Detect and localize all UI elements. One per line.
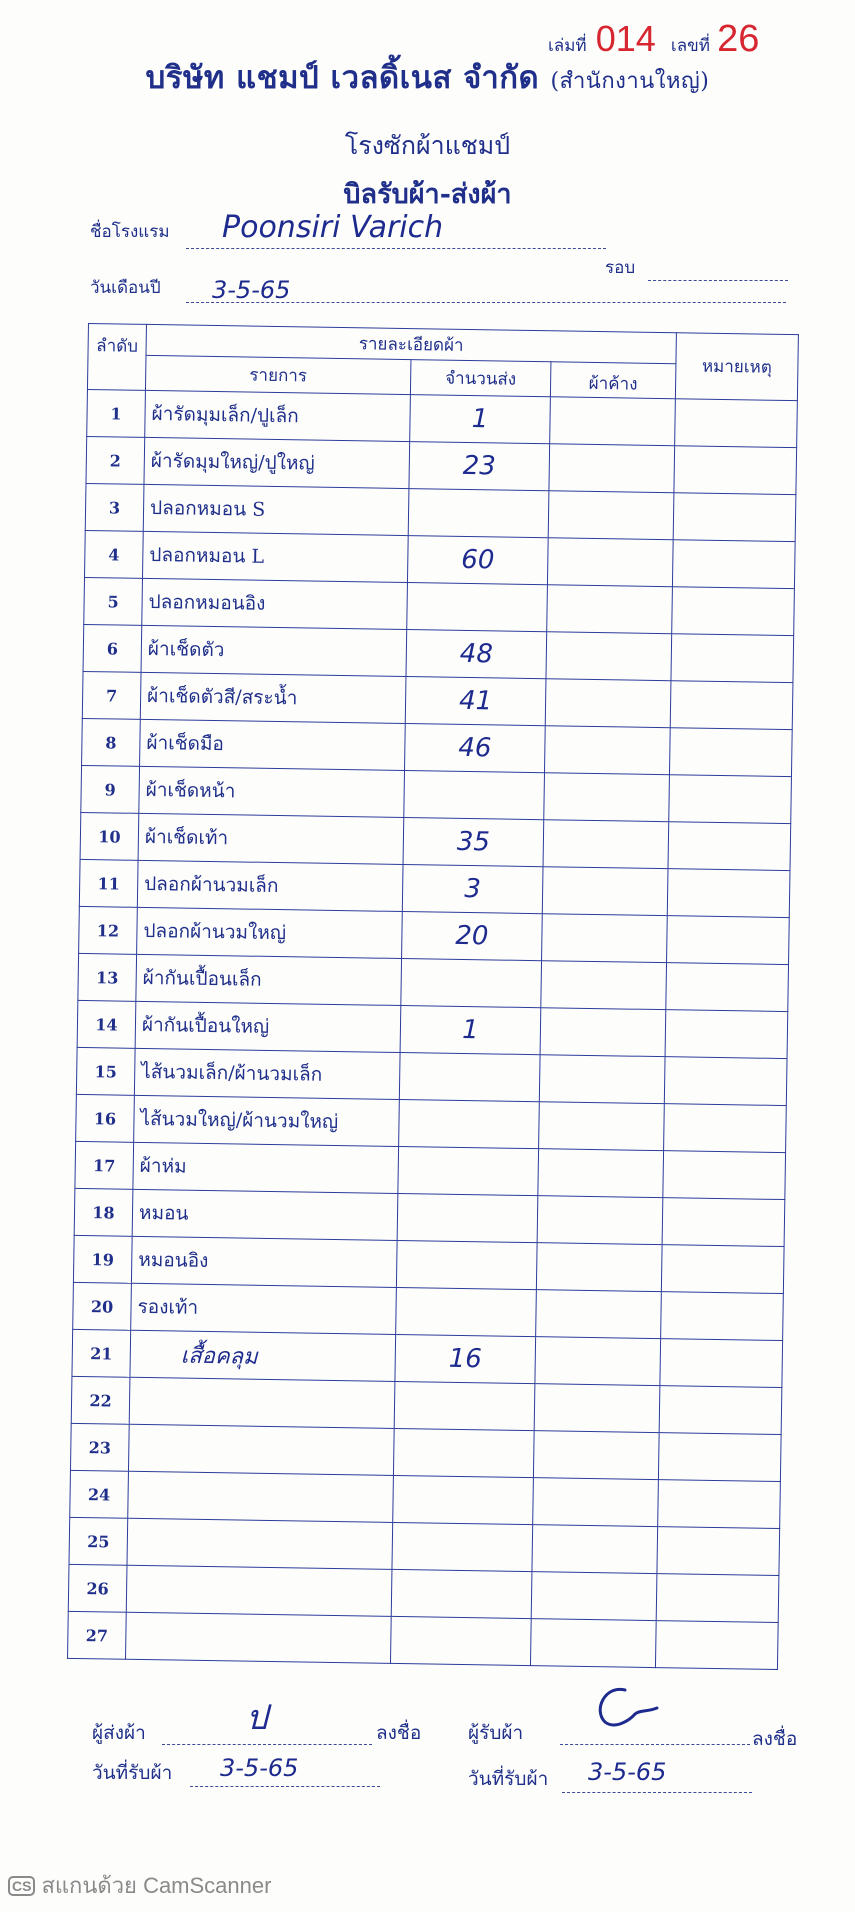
row-sent: 1 — [410, 395, 551, 444]
row-pending — [539, 1102, 665, 1151]
row-number: 27 — [68, 1611, 127, 1659]
row-remark — [667, 916, 790, 965]
row-sent — [390, 1616, 531, 1665]
row-item: ผ้ารัดมุมเล็ก/ปูเล็ก — [145, 390, 411, 441]
row-item: ปลอกผ้านวมใหญ่ — [137, 907, 403, 958]
row-pending — [532, 1525, 658, 1574]
row-item: ปลอกหมอน S — [143, 484, 409, 535]
sender-date-label: วันที่รับผ้า — [92, 1762, 173, 1784]
row-item: ผ้าเช็ดหน้า — [139, 766, 405, 817]
row-item: ผ้ารัดมุมใหญ่/ปูใหญ่ — [144, 437, 410, 488]
row-number: 10 — [80, 812, 139, 860]
row-number: 12 — [79, 906, 138, 954]
row-number: 18 — [74, 1188, 133, 1236]
row-remark — [656, 1574, 779, 1623]
row-pending — [536, 1243, 662, 1292]
row-remark — [669, 728, 792, 777]
company-title: บริษัท แชมป์ เวลดิ้เนส จำกัด — [145, 60, 540, 96]
row-pending — [538, 1149, 664, 1198]
row-pending — [534, 1384, 660, 1433]
row-remark — [664, 1057, 787, 1106]
book-no: 014 — [595, 18, 656, 59]
row-item: ผ้าเช็ดตัว — [141, 625, 407, 676]
row-pending — [542, 867, 668, 916]
receiver-date: 3-5-65 — [588, 1758, 667, 1786]
number-no: 26 — [717, 18, 760, 60]
row-sent: 46 — [405, 724, 546, 773]
hotel-line — [186, 248, 606, 249]
row-remark — [663, 1151, 786, 1200]
sender-label: ผู้ส่งผ้า — [92, 1722, 146, 1744]
row-pending — [537, 1196, 663, 1245]
row-pending — [540, 1008, 666, 1057]
row-remark — [674, 446, 797, 495]
row-pending — [531, 1572, 657, 1621]
laundry-table — [67, 323, 799, 1670]
row-pending — [547, 538, 673, 587]
row-remark — [665, 1010, 788, 1059]
row-number: 11 — [79, 859, 138, 907]
row-item: ผ้ากันเปื้อนเล็ก — [136, 954, 402, 1005]
company-note: (สำนักงานใหญ่) — [550, 69, 710, 94]
row-remark — [661, 1292, 784, 1341]
col-sent-header: จำนวนส่ง — [410, 360, 551, 397]
col-remark-header: หมายเหตุ — [675, 333, 798, 401]
row-pending — [541, 961, 667, 1010]
col-no-header: ลำดับ — [87, 324, 146, 391]
row-sent: 16 — [395, 1334, 536, 1383]
row-number: 2 — [86, 436, 145, 484]
hotel-value: Poonsiri Varich — [222, 210, 444, 245]
row-item: ปลอกหมอน L — [142, 531, 408, 582]
row-number: 9 — [81, 765, 140, 813]
row-sent — [399, 1099, 540, 1148]
row-sent: 23 — [409, 442, 550, 491]
row-number: 1 — [87, 389, 146, 437]
row-remark — [668, 822, 791, 871]
row-remark — [660, 1339, 783, 1388]
receiver-sign-line — [560, 1744, 750, 1745]
row-remark — [658, 1433, 781, 1482]
row-item — [126, 1612, 392, 1663]
row-sent — [408, 489, 549, 538]
row-number: 4 — [85, 530, 144, 578]
row-item — [128, 1424, 394, 1475]
row-pending — [550, 397, 676, 446]
row-number: 26 — [68, 1564, 127, 1612]
row-remark — [673, 493, 796, 542]
row-remark — [671, 634, 794, 683]
row-item: หมอนอิง — [131, 1236, 397, 1287]
row-pending — [548, 491, 674, 540]
row-item: ปลอกหมอนอิง — [142, 578, 408, 629]
row-pending — [533, 1478, 659, 1527]
row-item: หมอน — [132, 1189, 398, 1240]
row-item: ปลอกผ้านวมเล็ก — [137, 860, 403, 911]
row-remark — [669, 775, 792, 824]
row-sent: 35 — [403, 818, 544, 867]
row-item — [129, 1377, 395, 1428]
row-pending — [533, 1431, 659, 1480]
bill-title: บิลรับผ้า-ส่งผ้า — [343, 179, 512, 210]
row-pending — [539, 1055, 665, 1104]
row-remark — [664, 1104, 787, 1153]
row-sent — [407, 583, 548, 632]
row-item: ผ้าห่ม — [133, 1142, 399, 1193]
row-number: 23 — [70, 1423, 129, 1471]
camscanner-text: สแกนด้วย CamScanner — [41, 1873, 272, 1898]
row-item: ผ้ากันเปื้อนใหญ่ — [135, 1001, 401, 1052]
row-pending — [535, 1337, 661, 1386]
row-item: ผ้าเช็ดเท้า — [138, 813, 404, 864]
row-remark — [661, 1245, 784, 1294]
row-number: 7 — [82, 671, 141, 719]
row-sent: 20 — [402, 912, 543, 961]
row-item — [128, 1471, 394, 1522]
row-sent — [392, 1522, 533, 1571]
receiver-date-line — [562, 1792, 752, 1793]
receiver-label: ผู้รับผ้า — [468, 1722, 524, 1744]
row-remark — [659, 1386, 782, 1435]
row-sent: 41 — [405, 677, 546, 726]
sender-block — [92, 1718, 146, 1748]
row-number: 8 — [82, 718, 141, 766]
row-item: เสื้อคลุม — [130, 1330, 396, 1381]
row-number: 15 — [76, 1047, 135, 1095]
col-detail-header: รายละเอียดผ้า — [146, 324, 676, 363]
row-number: 25 — [69, 1517, 128, 1565]
receiver-sign-label: ลงชื่อ — [752, 1728, 798, 1750]
hotel-label: ชื่อโรงแรม — [90, 222, 170, 242]
number-label: เลขที่ — [670, 36, 710, 56]
row-remark — [657, 1527, 780, 1576]
row-pending — [544, 773, 670, 822]
row-pending — [545, 679, 671, 728]
receiver-signature — [585, 1680, 665, 1740]
row-sent — [391, 1569, 532, 1618]
camscanner-watermark — [8, 1868, 271, 1903]
sender-signature: ป — [246, 1698, 268, 1738]
row-remark — [672, 540, 795, 589]
round-line — [648, 280, 788, 281]
row-remark — [658, 1480, 781, 1529]
company-name — [0, 52, 855, 102]
row-remark — [655, 1621, 778, 1670]
row-number: 19 — [73, 1235, 132, 1283]
round-label: รอบ — [605, 258, 636, 278]
row-number: 17 — [75, 1141, 134, 1189]
row-sent — [398, 1146, 539, 1195]
row-number: 22 — [71, 1376, 130, 1424]
row-pending — [547, 585, 673, 634]
sender-date: 3-5-65 — [220, 1754, 299, 1782]
row-number: 5 — [84, 577, 143, 625]
col-pending-header: ผ้าค้าง — [550, 362, 676, 399]
row-sent: 3 — [402, 865, 543, 914]
row-pending — [543, 820, 669, 869]
row-remark — [666, 963, 789, 1012]
row-item — [126, 1565, 392, 1616]
row-remark — [675, 399, 798, 448]
receiver-date-label: วันที่รับผ้า — [468, 1768, 549, 1790]
date-value: 3-5-65 — [212, 276, 291, 304]
row-item: ผ้าเช็ดตัวสี/สระน้ำ — [140, 672, 406, 723]
row-sent — [396, 1287, 537, 1336]
row-number: 3 — [85, 483, 144, 531]
row-sent — [393, 1428, 534, 1477]
row-sent — [394, 1381, 535, 1430]
plant-name: โรงซักผ้าแชมป์ — [344, 131, 511, 160]
row-sent — [397, 1193, 538, 1242]
row-pending — [546, 632, 672, 681]
row-sent: 48 — [406, 630, 547, 679]
row-remark — [662, 1198, 785, 1247]
sender-date-line — [190, 1786, 380, 1787]
book-label: เล่มที่ — [548, 36, 587, 56]
row-sent — [401, 959, 542, 1008]
row-pending — [544, 726, 670, 775]
row-item — [127, 1518, 393, 1569]
date-label: วันเดือนปี — [90, 278, 161, 298]
row-item: รองเท้า — [131, 1283, 397, 1334]
row-sent — [404, 771, 545, 820]
row-remark — [667, 869, 790, 918]
row-item: ไส้นวมใหญ่/ผ้านวมใหญ่ — [134, 1095, 400, 1146]
row-pending — [542, 914, 668, 963]
sender-sign-label: ลงชื่อ — [376, 1722, 422, 1744]
camscanner-icon: CS — [8, 1876, 35, 1896]
col-item-header: รายการ — [145, 355, 411, 394]
row-sent: 60 — [407, 536, 548, 585]
row-pending — [549, 444, 675, 493]
row-item: ไส้นวมเล็ก/ผ้านวมเล็ก — [134, 1048, 400, 1099]
sender-sign-line — [162, 1744, 372, 1745]
row-item: ผ้าเช็ดมือ — [140, 719, 406, 770]
row-number: 13 — [78, 953, 137, 1001]
row-number: 20 — [73, 1282, 132, 1330]
table-row — [68, 1611, 779, 1669]
row-pending — [536, 1290, 662, 1339]
row-remark — [670, 681, 793, 730]
row-pending — [530, 1619, 656, 1668]
row-sent — [393, 1475, 534, 1524]
row-number: 6 — [83, 624, 142, 672]
row-number: 24 — [70, 1470, 129, 1518]
row-number: 16 — [76, 1094, 135, 1142]
row-number: 21 — [72, 1329, 131, 1377]
row-sent — [396, 1240, 537, 1289]
row-number: 14 — [77, 1000, 136, 1048]
row-sent — [399, 1052, 540, 1101]
row-sent: 1 — [400, 1005, 541, 1054]
row-remark — [672, 587, 795, 636]
